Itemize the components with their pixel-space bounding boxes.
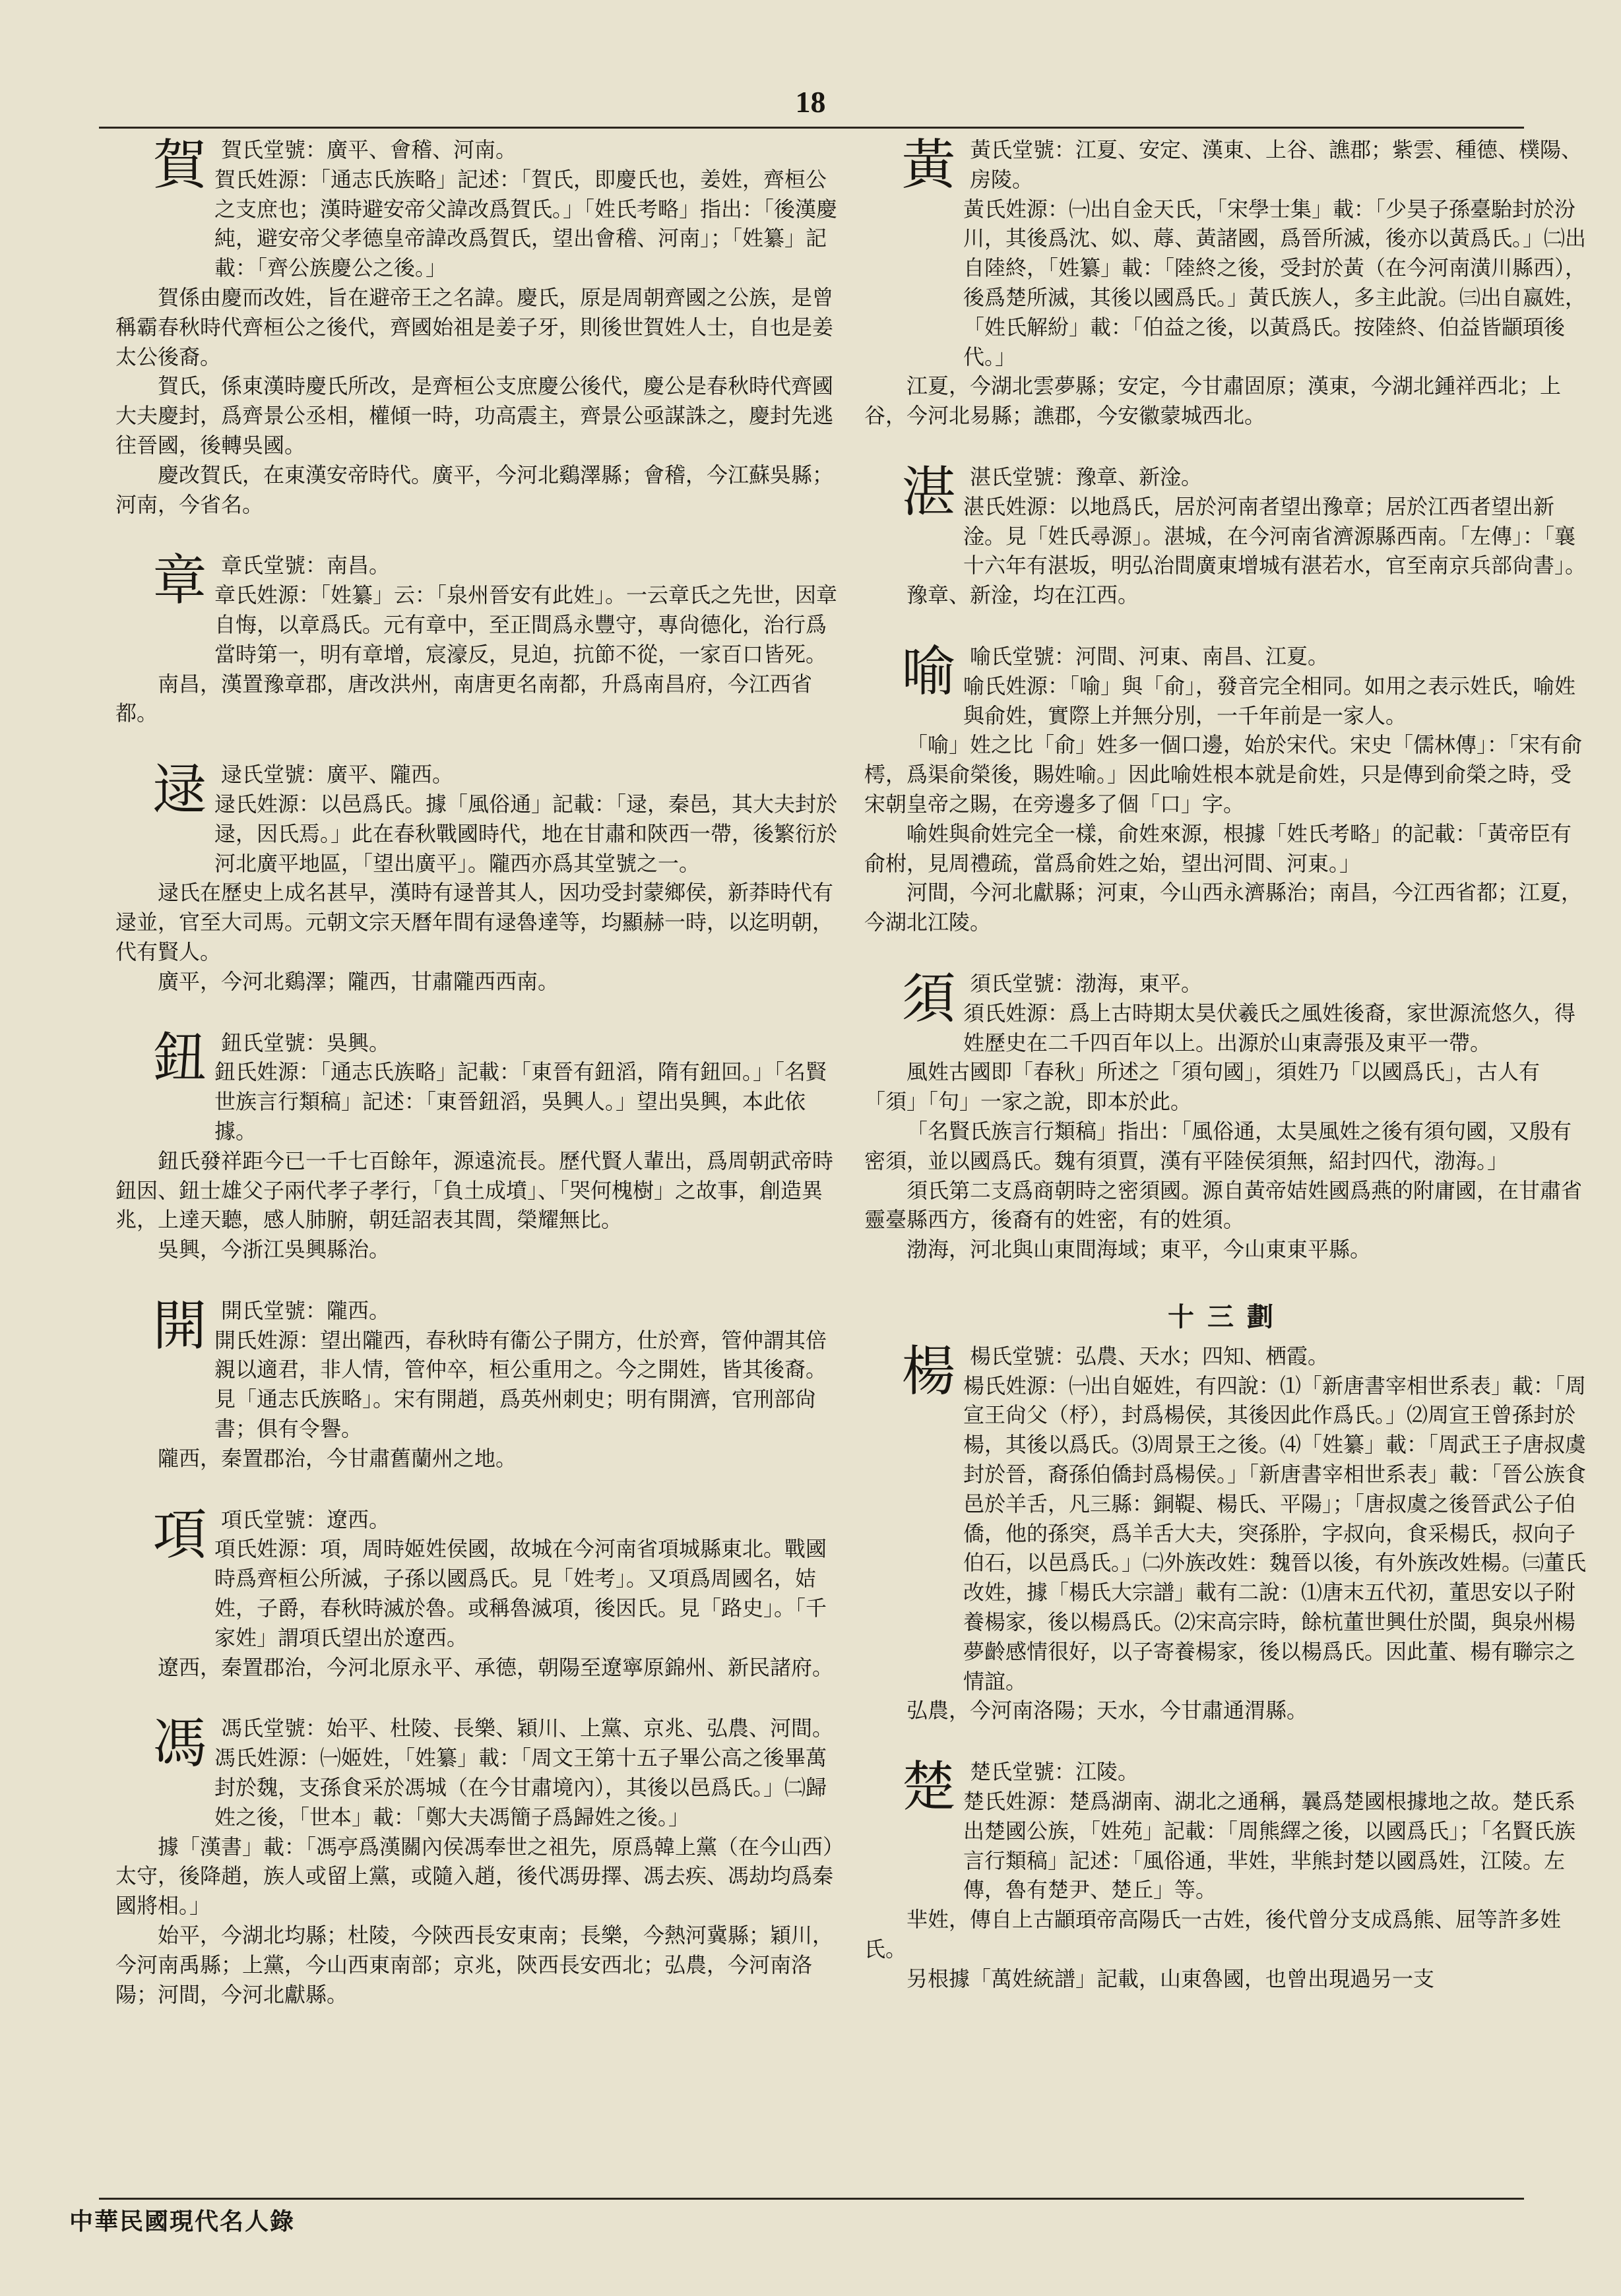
surname-origin-paragraph: 項氏姓源：項，周時姬姓侯國，故城在今河南省項城縣東北。戰國時爲齊桓公所滅，子孫以國爲氏。見「姓考」。又項爲周國名，姞姓，子爵，春秋時滅於魯。或稱魯滅項，後因氏。見「路史」。「千家姓」謂項氏望出於遼西。 (214, 1536, 827, 1650)
surname-character: 逯 (152, 759, 207, 822)
body-paragraph: 賀係由慶而改姓，旨在避帝王之名諱。慶氏，原是周朝齊國之公族，是曾稱霸春秋時代齊桓公之後代，齊國始祖是姜子牙，則後世賀姓人士，自也是姜太公後裔。 (115, 284, 834, 369)
body-paragraph: 另根據「萬姓統譜」記載，山東魯國，也曾出現過另一支 (906, 1966, 1435, 1991)
body-paragraph: 喻姓與俞姓完全一樣，俞姓來源，根據「姓氏考略」的記載：「黃帝臣有俞柎，見周禮疏，當爲俞姓之始，望出河間、河東。」 (864, 821, 1572, 876)
page-number: 18 (795, 85, 826, 119)
section-heading: 十三劃 (1168, 1301, 1287, 1332)
body-paragraph: 河間，今河北獻縣；河東，今山西永濟縣治；南昌，今江西省都；江夏，今湖北江陵。 (864, 880, 1583, 935)
surname-entry (115, 1028, 841, 1264)
surname-origin-paragraph: 須氏姓源：爲上古時期太昊伏羲氏之風姓後裔，家世源流悠久，得姓歷史在二千四百年以上。出源於山東壽張及東平一帶。 (963, 1000, 1576, 1055)
body-paragraph: 「喻」姓之比「俞」姓多一個口邊，始於宋代。宋史「儒林傳」：「宋有俞樗，爲渠俞榮後，賜姓喻。」因此喻姓根本就是俞姓，只是傳到俞榮之時，受宋朝皇帝之賜，在旁邊多了個「口」字。 (864, 732, 1583, 817)
surname-entry (115, 135, 841, 519)
body-paragraph: 廣平，今河北鷄澤；隴西，甘肅隴西西南。 (158, 968, 559, 994)
right-column (864, 135, 1590, 2193)
hall-name-line: 楚氏堂號：江陵。 (970, 1759, 1139, 1785)
hall-name-line: 章氏堂號：南昌。 (221, 553, 391, 578)
surname-origin-paragraph: 逯氏姓源：以邑爲氏。據「風俗通」記載：「逯，秦邑，其大夫封於逯，因氏焉。」此在春秋戰國時代，地在甘肅和陝西一帶，後繁衍於河北廣平地區，「望出廣平」。隴西亦爲其堂號之一。 (214, 791, 838, 876)
bottom-rule (99, 2198, 1524, 2200)
body-paragraph: 渤海，河北與山東間海域；東平，今山東東平縣。 (906, 1237, 1372, 1262)
body-paragraph: 鈕氏發祥距今已一千七百餘年，源遠流長。歷代賢人輩出，爲周朝武帝時鈕因、鈕士雄父子兩代孝子孝行，「負土成墳」、「哭何槐樹」之故事，創造異兆，上達天聽，感人肺腑，朝廷詔表其閭，榮耀無比。 (115, 1148, 834, 1233)
surname-origin-paragraph: 章氏姓源：「姓纂」云：「泉州晉安有此姓」。一云章氏之先世，因章自悔，以章爲氏。元有章中，至正間爲永豐守，專尙德化，治行爲當時第一，明有章增，宸濠反，見迫，抗節不從，一家百口皆死。 (214, 582, 838, 667)
hall-name-line: 項氏堂號：遼西。 (221, 1506, 391, 1532)
hall-name-line: 湛氏堂號：豫章、新淦。 (970, 464, 1203, 489)
surname-origin-paragraph: 喻氏姓源：「喻」與「俞」，發音完全相同。如用之表示姓氏，喻姓與俞姓，實際上并無分別，一千年前是一家人。 (963, 673, 1576, 728)
surname-character: 楚 (901, 1756, 956, 1819)
surname-origin-paragraph: 湛氏姓源：以地爲氏，居於河南者望出豫章；居於江西者望出新淦。見「姓氏尋源」。湛城，在今河南省濟源縣西南。「左傳」：「襄十六年有湛坂，明弘治間廣東增城有湛若水，官至南京兵部尙書」。 (963, 493, 1587, 578)
footer-title: 中華民國現代名人錄 (69, 2208, 296, 2235)
surname-entry (864, 1342, 1590, 1725)
surname-character: 須 (901, 967, 956, 1030)
body-paragraph: 逯氏在歷史上成名甚早，漢時有逯普其人，因功受封蒙鄉侯，新莽時代有逯並，官至大司馬。元朝文宗天曆年間有逯魯達等，均顯赫一時，以迄明朝，代有賢人。 (115, 880, 834, 964)
hall-name-line: 鈕氏堂號：吳興。 (221, 1030, 391, 1055)
surname-entry (115, 1296, 841, 1474)
surname-character: 黃 (901, 135, 956, 197)
body-paragraph: 慶改賀氏，在東漢安帝時代。廣平，今河北鷄澤縣；會稽，今江蘇吳縣；河南，今省名。 (115, 462, 834, 517)
surname-character: 鈕 (152, 1026, 207, 1090)
body-paragraph: 據「漢書」載：「馮亭爲漢關內侯馮奉世之祖先，原爲韓上黨（在今山西）太守，後降趙，族人或留上黨，或隨入趙，後代馮毋擇、馮去疾、馮劫均爲秦國將相。」 (115, 1834, 834, 1919)
hall-name-line: 逯氏堂號：廣平、隴西。 (221, 762, 454, 788)
hall-name-line: 喻氏堂號：河間、河東、南昌、江夏。 (970, 643, 1329, 669)
surname-entry (115, 760, 841, 996)
body-paragraph: 南昌，漢置豫章郡，唐改洪州，南唐更名南都，升爲南昌府，今江西省都。 (115, 671, 813, 726)
surname-entry (864, 1757, 1590, 1993)
surname-character: 章 (152, 549, 207, 613)
body-paragraph: 江夏，今湖北雲夢縣；安定，今甘肅固原；漢東，今湖北鍾祥西北；上谷，今河北易縣；譙郡，今安徽蒙城西北。 (864, 373, 1562, 429)
surname-character: 馮 (152, 1712, 207, 1776)
body-paragraph: 遼西，秦置郡治，今河北原永平、承德，朝陽至遼寧原錦州、新民諸府。 (158, 1654, 834, 1680)
hall-name-line: 馮氏堂號：始平、杜陵、長樂、穎川、上黨、京兆、弘農、河間。 (221, 1716, 834, 1741)
surname-character: 喻 (901, 640, 956, 703)
body-paragraph: 隴西，秦置郡治，今甘肅舊蘭州之地。 (158, 1445, 517, 1471)
surname-origin-paragraph: 馮氏姓源：㈠姬姓，「姓纂」載：「周文王第十五子畢公高之後畢萬封於魏，支孫食采於馮城（在今甘肅境內），其後以邑爲氏。」㈡歸姓之後，「世本」載：「鄭大夫馮簡子爲歸姓之後。」 (214, 1745, 827, 1830)
surname-origin-paragraph: 楚氏姓源：楚爲湖南、湖北之通稱，曩爲楚國根據地之故。楚氏系出楚國公族，「姓苑」記載：「周熊繹之後，以國爲氏」；「名賢氏族言行類稿」記述：「風俗通，芈姓，芈熊封楚以國爲姓，江陵。左傳，魯有楚尹、楚丘」等。 (963, 1789, 1576, 1903)
body-paragraph: 始平，今湖北均縣；杜陵，今陝西長安東南；長樂，今熱河冀縣；穎川，今河南禹縣；上黨，今山西東南部；京兆，陝西長安西北；弘農，今河南洛陽；河間，今河北獻縣。 (115, 1923, 834, 2007)
surname-origin-paragraph: 黃氏姓源：㈠出自金天氏，「宋學士集」載：「少昊子孫臺駘封於汾川，其後爲沈、姒、蓐、黃諸國，爲晉所滅，後亦以黃爲氏。」㈡出自陸終，「姓纂」載：「陸終之後，受封於黃（在今河南潢川縣西），後爲楚所滅，其後以國爲氏。」黃氏族人，多主此說。㈢出自嬴姓，「姓氏解紛」載：「伯益之後，以黃爲氏。按陸終、伯益皆顓頊後代。」 (963, 196, 1587, 369)
surname-entry (864, 642, 1590, 937)
surname-entry (115, 551, 841, 728)
hall-name-line: 楊氏堂號：弘農、天水；四知、栖霞。 (970, 1343, 1329, 1369)
body-paragraph: 芈姓，傳自上古顓頊帝高陽氏一古姓，後代曾分支成爲熊、屈等許多姓氏。 (864, 1907, 1562, 1962)
surname-character: 開 (152, 1294, 207, 1357)
surname-entry (864, 969, 1590, 1264)
surname-character: 楊 (901, 1340, 956, 1403)
body-paragraph: 須氏第二支爲商朝時之密須國。源自黃帝姞姓國爲燕的附庸國，在甘肅省靈臺縣西方，後裔有的姓密，有的姓須。 (864, 1177, 1583, 1233)
surname-entry (864, 135, 1590, 431)
hall-name-line: 開氏堂號：隴西。 (221, 1297, 391, 1323)
surname-character: 項 (152, 1503, 207, 1567)
surname-origin-paragraph: 鈕氏姓源：「通志氏族略」記載：「東晉有鈕滔，隋有鈕回。」「名賢世族言行類稿」記述：「東晉鈕滔，吳興人。」望出吳興，本此依據。 (214, 1059, 827, 1144)
surname-origin-paragraph: 賀氏姓源：「通志氏族略」記述：「賀氏，即慶氏也，姜姓，齊桓公之支庶也；漢時避安帝父諱改爲賀氏。」「姓氏考略」指出：「後漢慶純，避安帝父孝德皇帝諱改爲賀氏，望出會稽、河南」；「姓纂」記載：「齊公族慶公之後。」 (214, 166, 838, 281)
body-paragraph: 「名賢氏族言行類稿」指出：「風俗通，太昊風姓之後有須句國，又殷有密須，並以國爲氏。魏有須賈，漢有平陸侯須無，紹封四代，渤海。」 (864, 1118, 1572, 1173)
body-paragraph: 豫章、新淦，均在江西。 (906, 582, 1139, 608)
surname-entry (864, 462, 1590, 610)
surname-origin-paragraph: 開氏姓源：望出隴西，春秋時有衞公子開方，仕於齊，管仲謂其倍親以適君，非人情，管仲卒，桓公重用之。今之開姓，皆其後裔。見「通志氏族略」。宋有開趙，爲英州刺史；明有開濟，官刑部尙書；俱有令譽。 (214, 1327, 827, 1442)
body-paragraph: 風姓古國即「春秋」所述之「須句國」，須姓乃「以國爲氏」，古人有「須」「句」一家之說，即本於此。 (864, 1059, 1541, 1115)
hall-name-line: 賀氏堂號：廣平、會稽、河南。 (221, 137, 517, 162)
surname-character: 賀 (152, 135, 207, 197)
hall-name-line: 須氏堂號：渤海，東平。 (970, 970, 1203, 996)
surname-entry (115, 1505, 841, 1683)
surname-character: 湛 (901, 460, 956, 524)
surname-entry (115, 1714, 841, 2009)
surname-origin-paragraph: 楊氏姓源：㈠出自姬姓，有四說：⑴「新唐書宰相世系表」載：「周宣王尙父（杼），封爲楊侯，其後因此作爲氏。」⑵周宣王曾孫封於楊，其後以爲氏。⑶周景王之後。⑷「姓纂」載：「周武王子唐叔虞封於晉，裔孫伯僑封爲楊侯。」「新唐書宰相世系表」載：「晉公族食邑於羊舌，凡三縣：銅鞮、楊氏、平陽」；「唐叔虞之後晉武公子伯僑，他的孫突，爲羊舌大夫，突孫肸，字叔向，食采楊氏，叔向子伯石，以邑爲氏。」㈡外族改姓：魏晉以後，有外族改姓楊。㈢董氏改姓，據「楊氏大宗譜」載有二說：⑴唐末五代初，董思安以子附養楊家，後以楊爲氏。⑵宋高宗時，餘杭董世興仕於閩，與泉州楊夢齡感情很好，以子寄養楊家，後以楊爲氏。因此董、楊有聯宗之情誼。 (963, 1373, 1587, 1694)
body-paragraph: 賀氏，係東漢時慶氏所改，是齊桓公支庶慶公後代，慶公是春秋時代齊國大夫慶封，爲齊景公丞相，權傾一時，功高震主，齊景公亟謀誅之，慶封先逃往晉國，後轉吳國。 (115, 373, 834, 458)
body-paragraph: 吳興，今浙江吳興縣治。 (158, 1237, 391, 1262)
left-column (115, 135, 841, 2193)
body-paragraph: 弘農，今河南洛陽；天水，今甘肅通渭縣。 (906, 1698, 1308, 1723)
top-rule (99, 127, 1524, 129)
hall-name-line: 黃氏堂號：江夏、安定、漢東、上谷、譙郡；紫雲、種德、樸陽、房陵。 (970, 137, 1583, 192)
